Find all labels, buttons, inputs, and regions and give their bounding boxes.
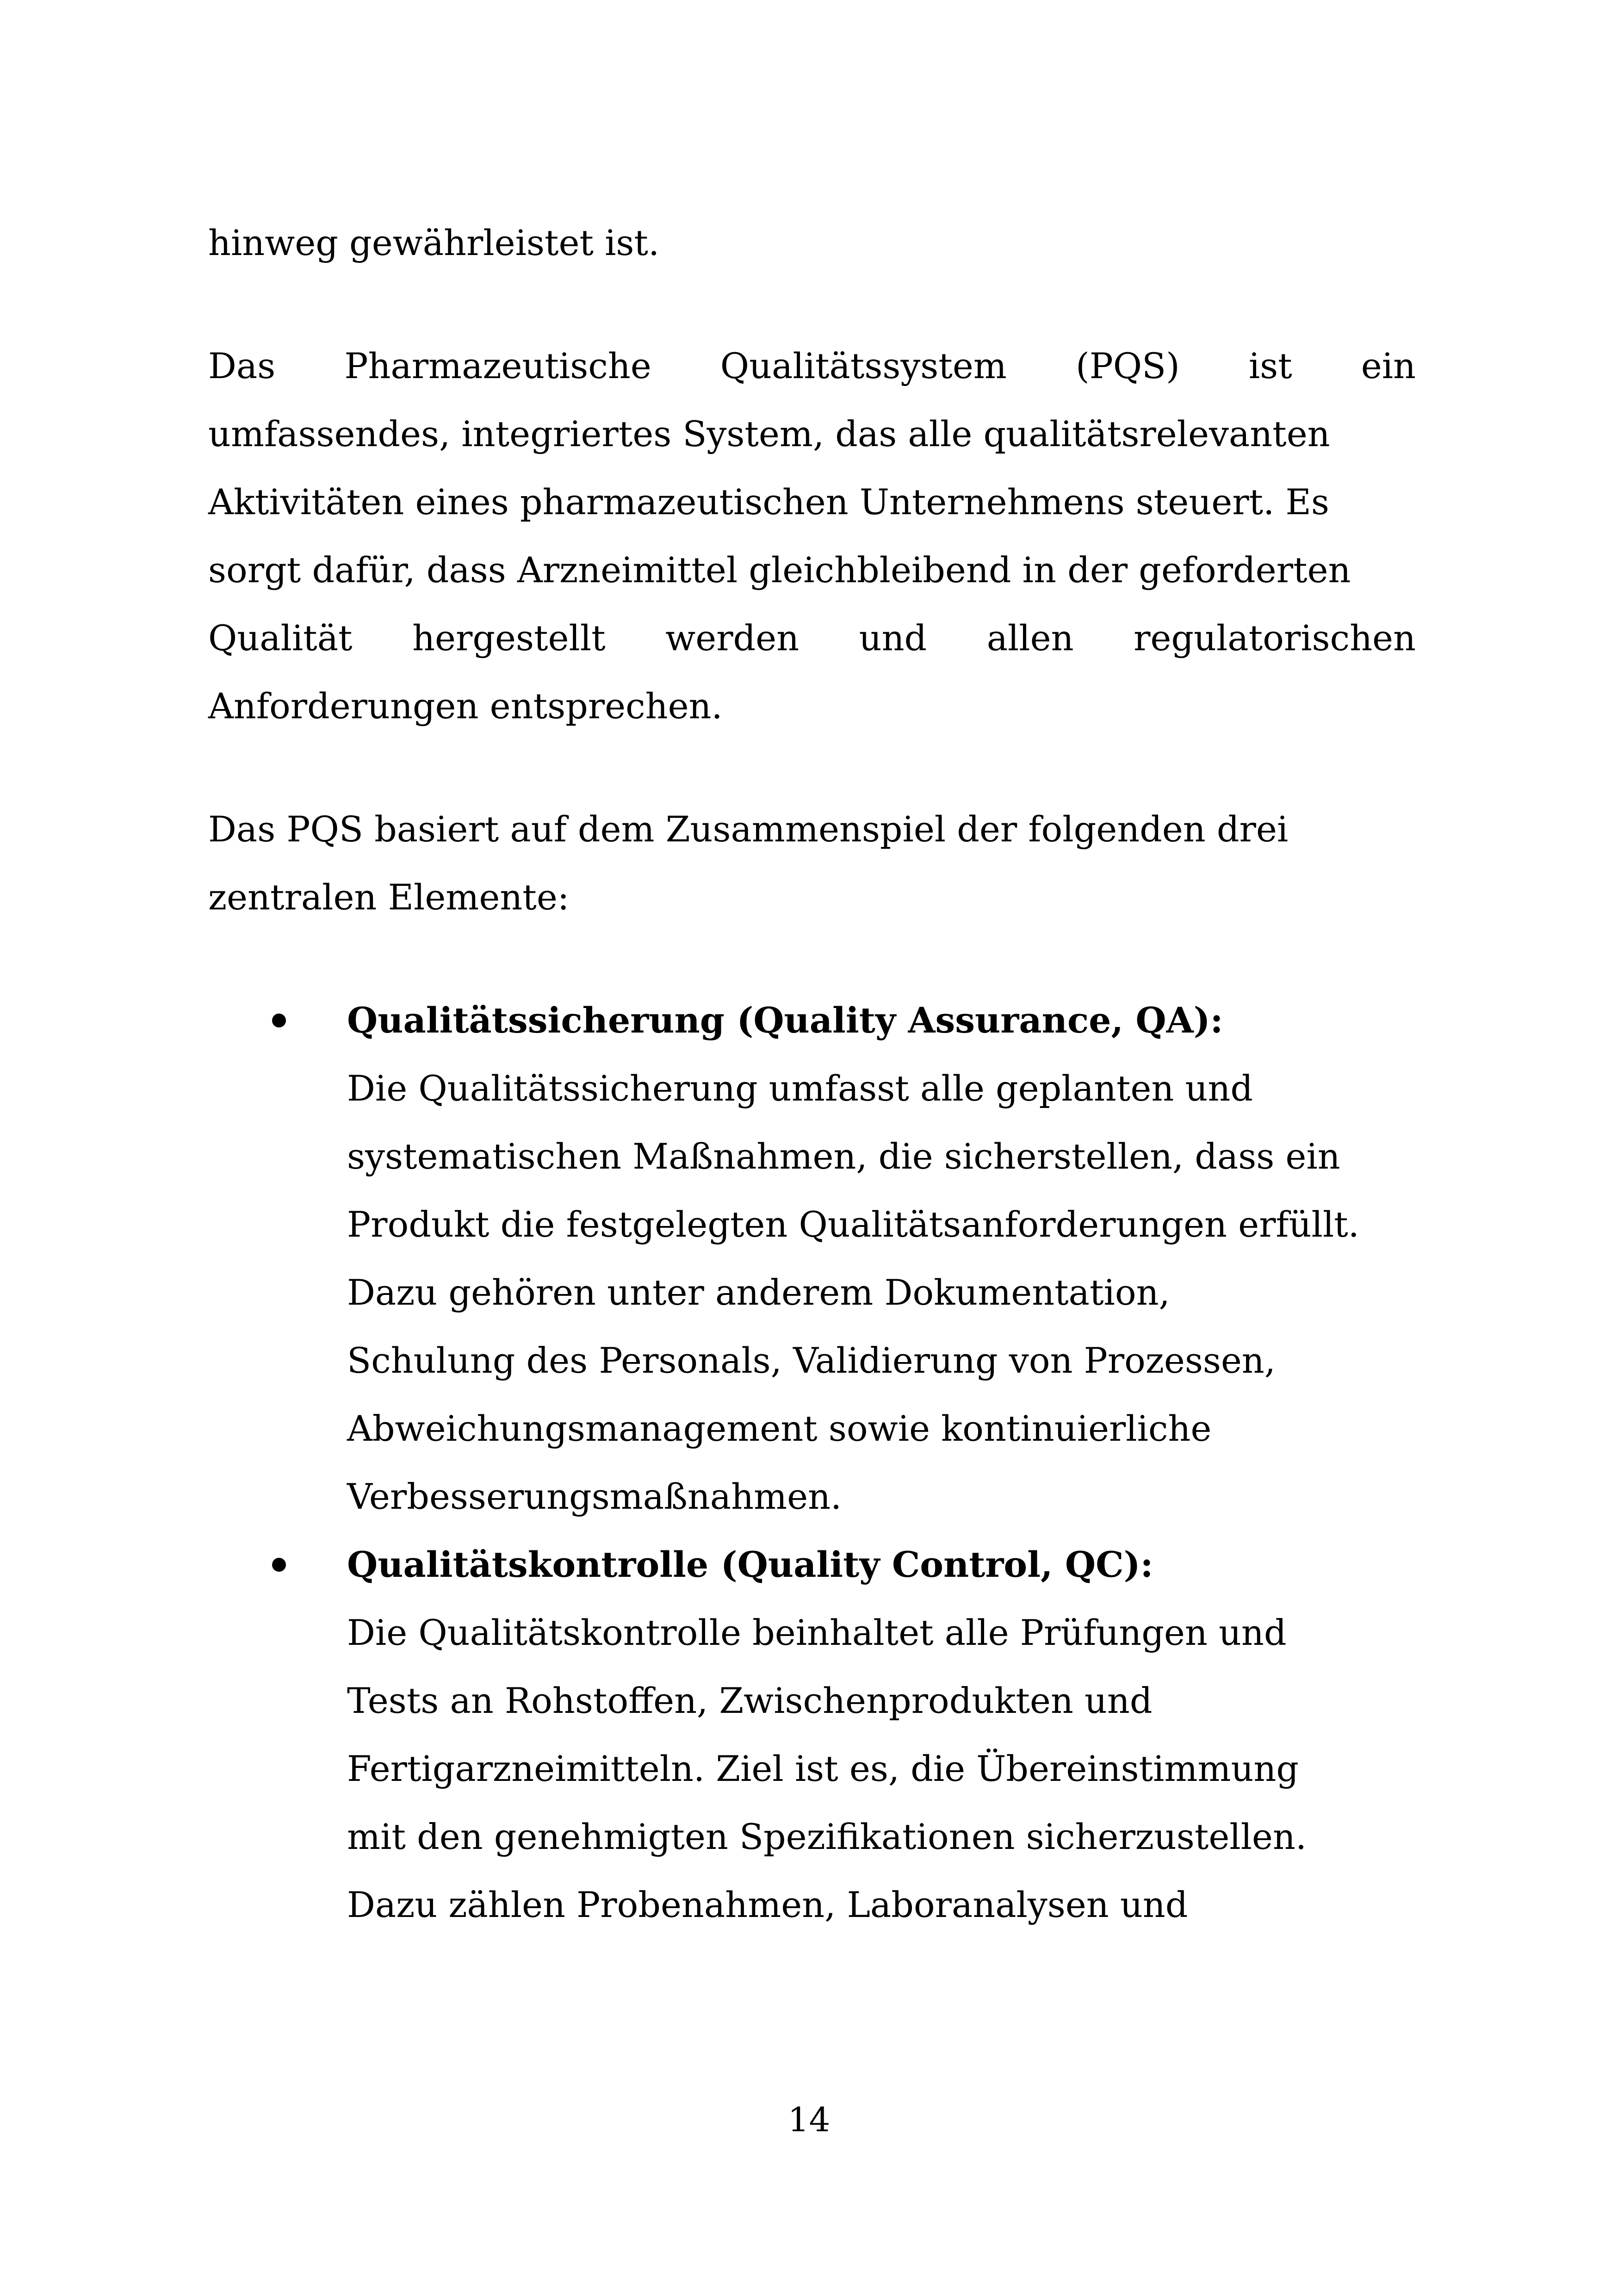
word: ein bbox=[1361, 345, 1416, 386]
bullet-dot bbox=[272, 1558, 286, 1572]
bullet2-line: Die Qualitätskontrolle beinhaltet alle Prüfungen und bbox=[347, 1612, 1287, 1653]
bullet2-line: Dazu zählen Probenahmen, Laboranalysen und bbox=[347, 1884, 1188, 1925]
bullet1-line: Schulung des Personals, Validierung von Prozessen, bbox=[347, 1340, 1276, 1381]
word: hergestellt bbox=[412, 617, 606, 659]
word: allen bbox=[986, 617, 1074, 659]
word: Pharmazeutische bbox=[344, 345, 651, 386]
word: Qualität bbox=[208, 617, 353, 659]
paragraph1-line4: sorgt dafür, dass Arzneimittel gleichbleibend in der geforderten bbox=[208, 549, 1351, 591]
bullet2-line: mit den genehmigten Spezifikationen sicherzustellen. bbox=[347, 1816, 1307, 1857]
paragraph1-line1 bbox=[208, 343, 1416, 389]
bullet1-line: systematischen Maßnahmen, die sicherstellen, dass ein bbox=[347, 1136, 1340, 1177]
bullet1-line: Abweichungsmanagement sowie kontinuierliche bbox=[347, 1408, 1212, 1449]
word: werden bbox=[665, 617, 800, 659]
word: Das bbox=[208, 345, 276, 386]
bullet2-line: Fertigarzneimitteln. Ziel ist es, die Übereinstimmung bbox=[347, 1748, 1299, 1789]
bullet1-line: Die Qualitätssicherung umfasst alle geplanten und bbox=[347, 1068, 1253, 1109]
bullet1-heading: Qualitätssicherung (Quality Assurance, QA): bbox=[347, 1000, 1223, 1041]
bullet-dot bbox=[272, 1014, 286, 1027]
word: Qualitätssystem bbox=[720, 345, 1007, 386]
intro-line: hinweg gewährleistet ist. bbox=[208, 222, 660, 263]
paragraph1-line6: Anforderungen entsprechen. bbox=[208, 685, 723, 727]
paragraph1-line5 bbox=[208, 615, 1416, 661]
bullet2-heading: Qualitätskontrolle (Quality Control, QC): bbox=[347, 1544, 1153, 1585]
bullet2-line: Tests an Rohstoffen, Zwischenprodukten und bbox=[347, 1680, 1153, 1721]
word: und bbox=[859, 617, 927, 659]
paragraph2-line2: zentralen Elemente: bbox=[208, 877, 570, 918]
word: ist bbox=[1248, 345, 1292, 386]
paragraph2-line1: Das PQS basiert auf dem Zusammenspiel der folgenden drei bbox=[208, 809, 1289, 850]
word: (PQS) bbox=[1075, 345, 1180, 386]
bullet1-line: Produkt die festgelegten Qualitätsanforderungen erfüllt. bbox=[347, 1204, 1359, 1245]
word: regulatorischen bbox=[1134, 617, 1416, 659]
paragraph1-line2: umfassendes, integriertes System, das alle qualitätsrelevanten bbox=[208, 413, 1330, 454]
bullet1-line: Verbesserungsmaßnahmen. bbox=[347, 1476, 842, 1517]
bullet1-line: Dazu gehören unter anderem Dokumentation, bbox=[347, 1272, 1170, 1313]
page-number: 14 bbox=[787, 2100, 831, 2139]
paragraph1-line3: Aktivitäten eines pharmazeutischen Unternehmens steuert. Es bbox=[208, 481, 1329, 523]
